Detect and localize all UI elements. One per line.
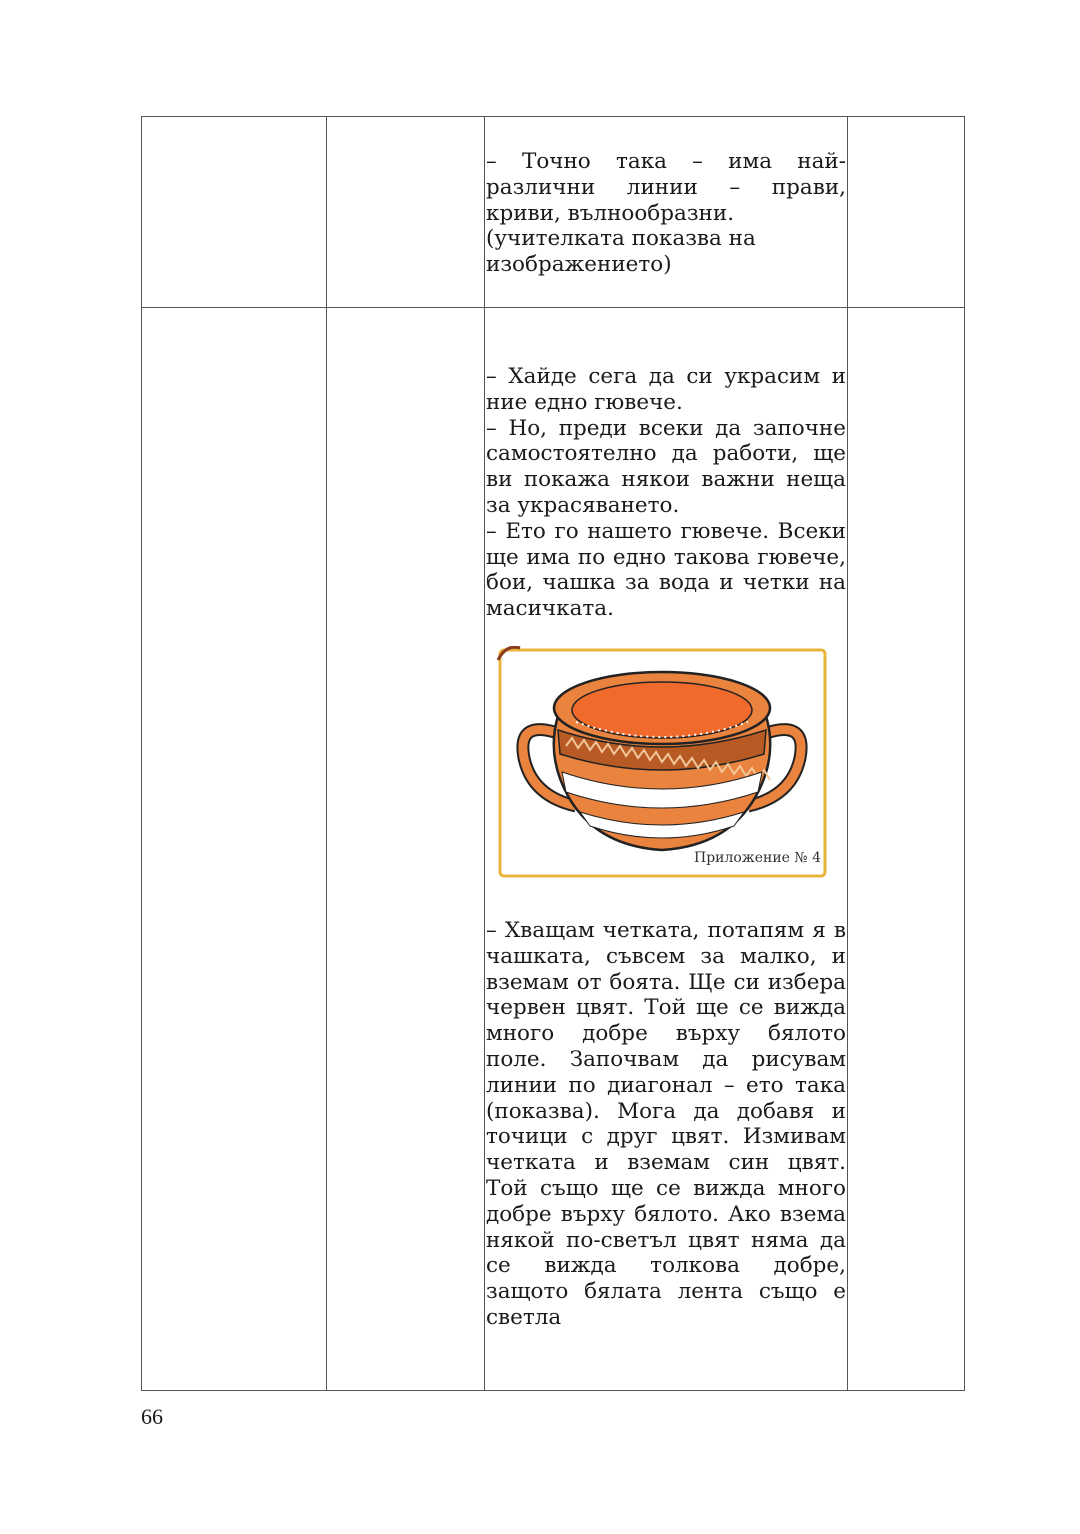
table-cell-content: [485, 308, 848, 1391]
dialogue-paragraph: – Хайде сега да си украсим и ние едно гювече.: [486, 364, 846, 415]
pot-figure: [496, 646, 829, 880]
table-cell-empty: [142, 117, 327, 308]
table-cell-empty: [848, 308, 965, 1391]
clay-pot-icon: [496, 646, 829, 880]
table-cell-empty: [327, 117, 485, 308]
dialogue-paragraph: – Ето го нашето гювече. Всеки ще има по едно такова гювече, бои, чашка за вода и четки на масичката.: [486, 518, 846, 622]
dialogue-paragraph: – Но, преди всеки да започне самостоятелно да работи, ще ви покажа някои важни неща за украсяването.: [486, 415, 846, 518]
table-cell-empty: [848, 117, 965, 308]
dialogue-paragraph: – Точно така – има най-различни линии – прави, криви, вълнообразни.: [486, 149, 846, 226]
table-row: [142, 117, 965, 308]
figure-caption: Приложение № 4: [694, 850, 821, 867]
table-cell-empty: [142, 308, 327, 1391]
table-cell-empty: [327, 308, 485, 1391]
dialogue-paragraph: – Хващам четката, потапям я в чашката, съвсем за малко, и вземам от боята. Ще си избера червен цвят. Той ще се вижда много добре върху бялото поле. Започвам да рисувам линии по диагонал – ето така (показва). Мога да добавя и точици с друг цвят. Измивам четката и вземам син цвят. Той също ще се вижда много добре върху бялото. Ако взема някой по-светъл цвят няма да се вижда толкова добре, защото бялата лента също е светла: [486, 917, 846, 1330]
stage-direction: (учителката показва на изображението): [486, 226, 756, 278]
table-cell-content: [485, 117, 848, 308]
table-row: [142, 308, 965, 1391]
lesson-table: [141, 116, 965, 1391]
page-number: 66: [141, 1404, 163, 1429]
